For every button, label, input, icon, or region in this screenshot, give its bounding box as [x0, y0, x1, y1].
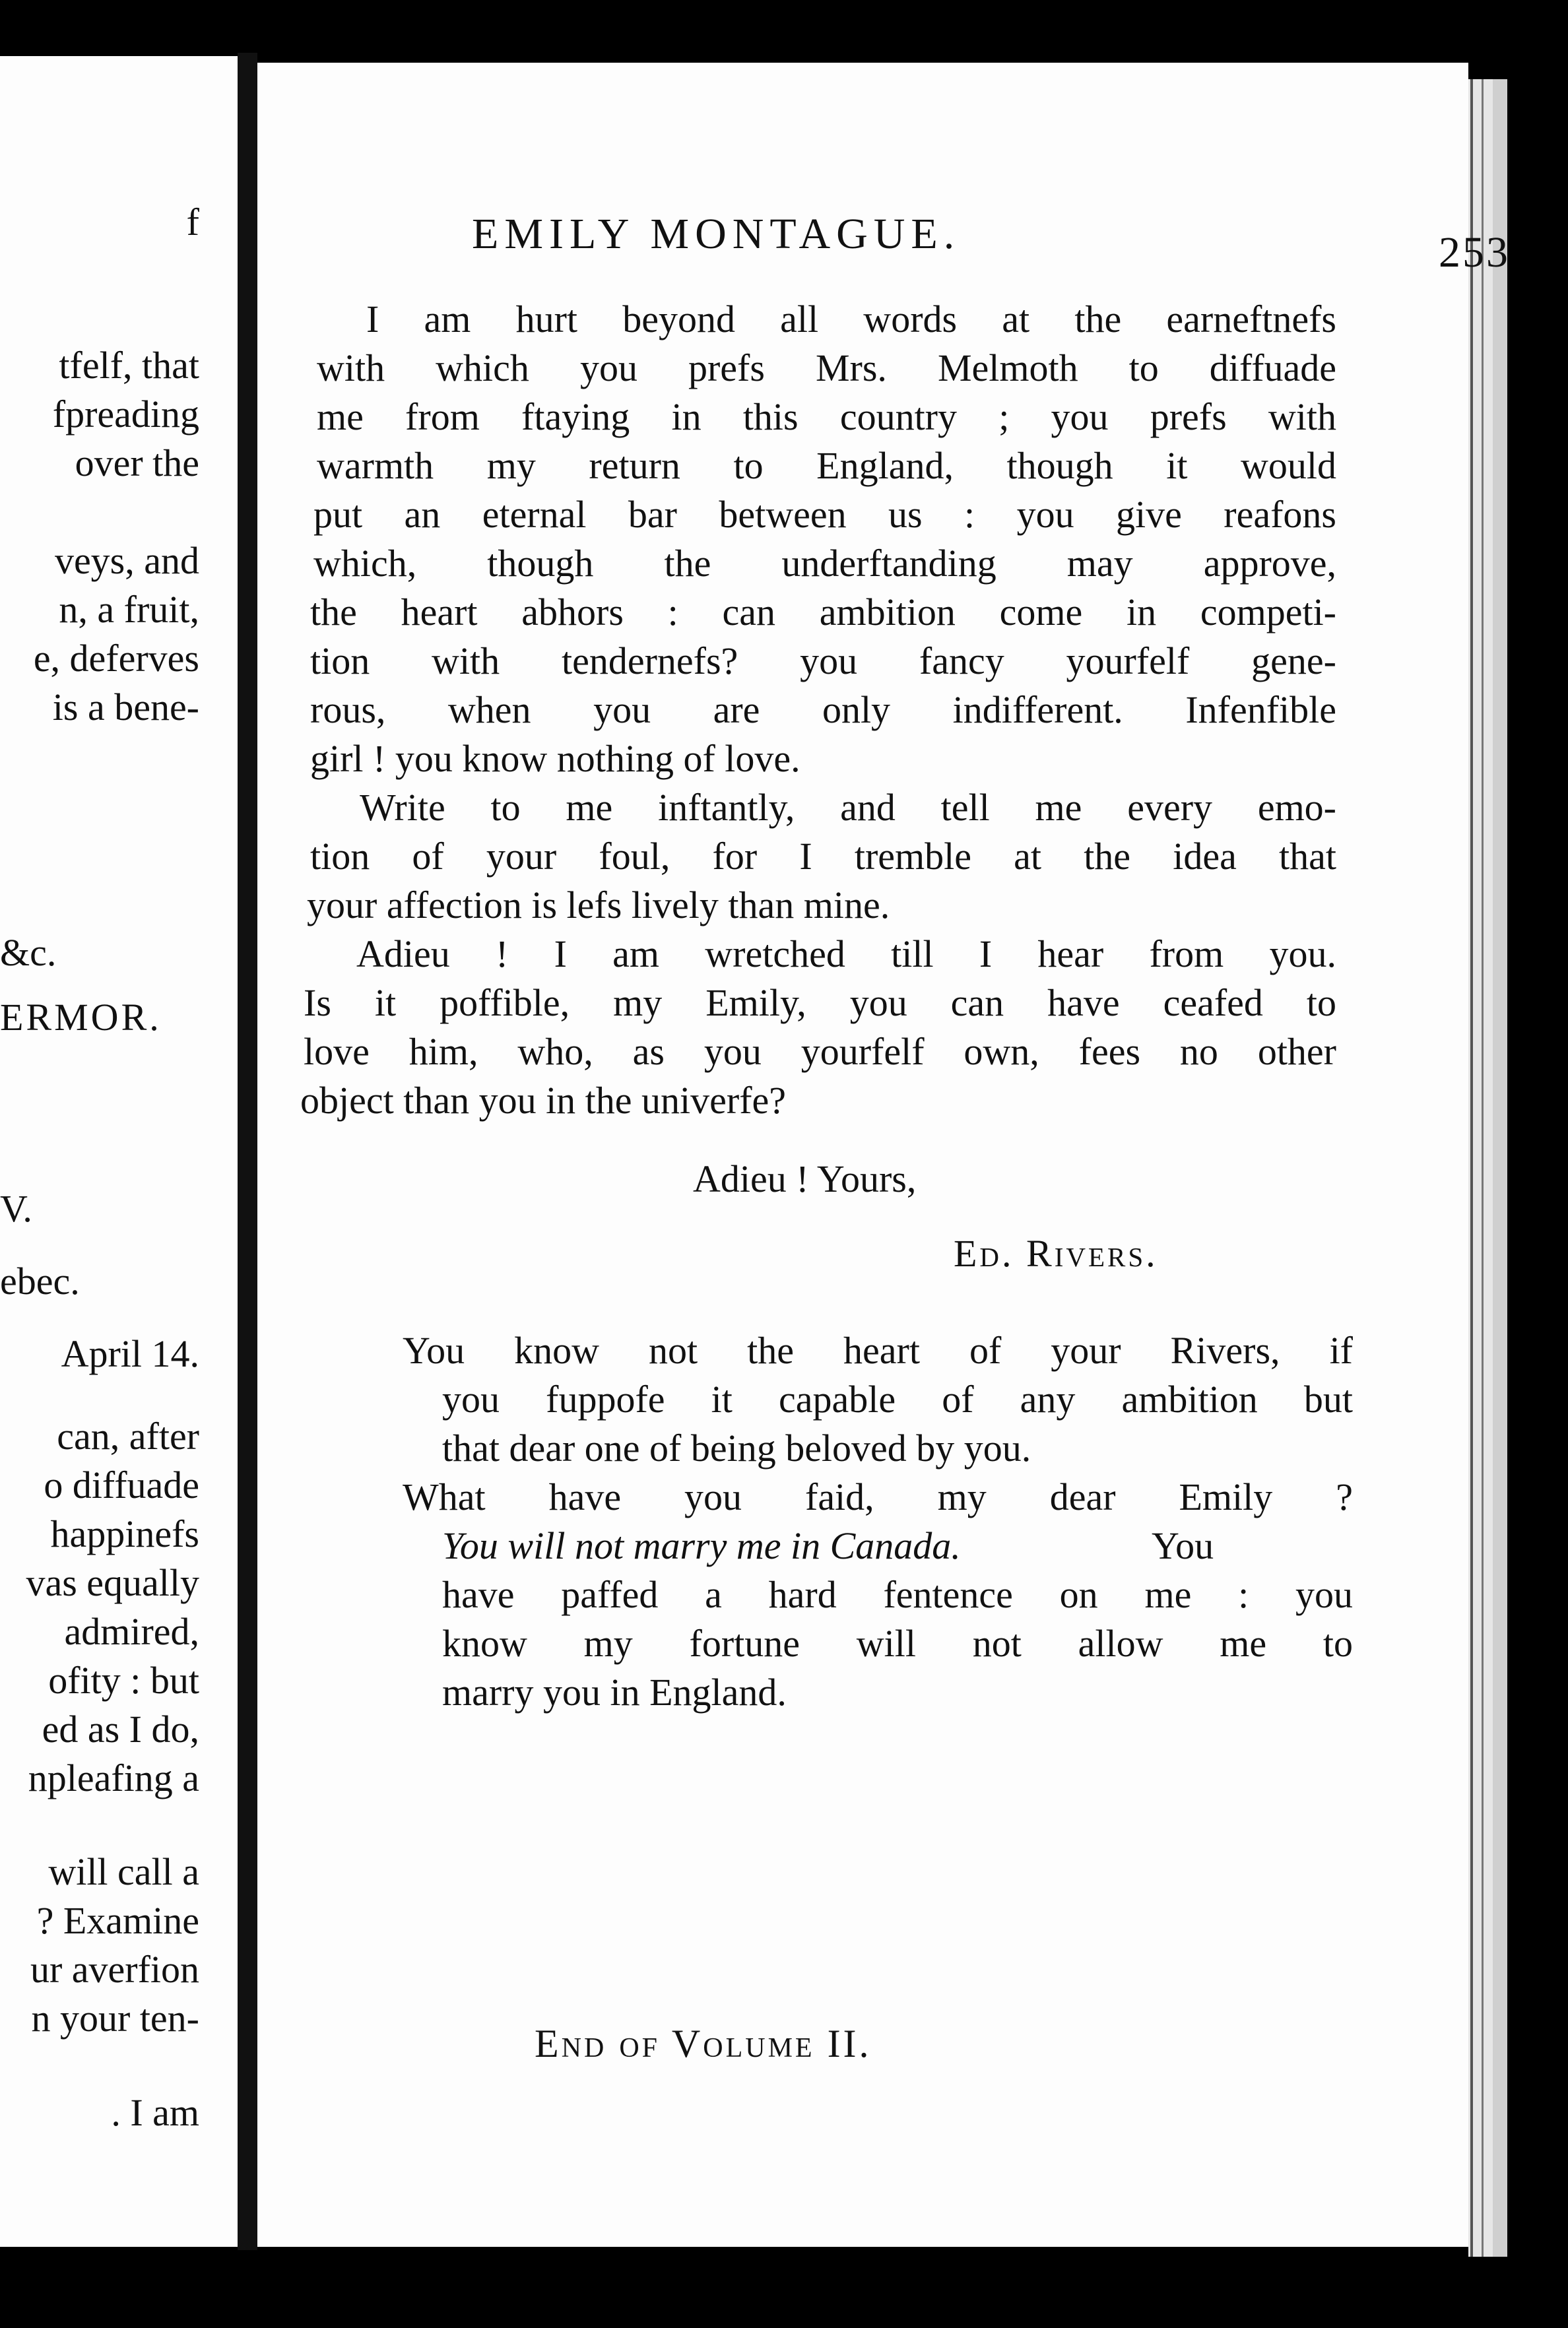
- postscript-line: have paffed a hard fentence on me : you: [442, 1573, 1353, 1616]
- letter-closing: Adieu ! Yours,: [693, 1157, 917, 1200]
- page-number: 253: [1439, 228, 1510, 276]
- postscript-line: You know not the heart of your Rivers, if: [403, 1329, 1353, 1372]
- postscript-line: you fuppofe it capable of any ambition but: [442, 1378, 1353, 1421]
- left-line: will call a: [48, 1850, 199, 1893]
- left-line: is a bene-: [52, 686, 199, 728]
- postscript-line: marry you in England.: [442, 1671, 787, 1714]
- end-of-volume-note: End of Volume II.: [535, 2022, 872, 2065]
- postscript-italic-line: [442, 1522, 1168, 1570]
- left-line: n, a fruit,: [59, 588, 199, 631]
- left-line: vas equally: [26, 1561, 199, 1604]
- postscript-quote-tail: You: [1152, 1524, 1214, 1567]
- left-line: ed as I do,: [42, 1708, 199, 1751]
- letter-signature: Ed. Rivers.: [954, 1232, 1158, 1275]
- body-line: I am hurt beyond all words at the earneftnefs: [366, 298, 1336, 340]
- body-line: girl ! you know nothing of love.: [310, 737, 800, 780]
- left-line: V.: [0, 1187, 32, 1230]
- body-line: rous, when you are only indifferent. Infenfible: [310, 688, 1336, 731]
- body-line: with which you prefs Mrs. Melmoth to diffuade: [317, 346, 1336, 389]
- left-line: ofity : but: [48, 1659, 199, 1702]
- left-line: over the: [75, 441, 199, 484]
- left-line: &c.: [0, 931, 57, 974]
- right-page: [257, 63, 1510, 2247]
- left-line: . I am: [111, 2091, 199, 2134]
- running-header: [472, 209, 1510, 282]
- body-line: tion of your foul, for I tremble at the idea that: [310, 835, 1336, 878]
- left-line: ur averfion: [30, 1948, 199, 1991]
- left-line: f: [186, 201, 199, 243]
- page-edge: [1493, 79, 1507, 2257]
- postscript-line: What have you faid, my dear Emily ?: [403, 1475, 1353, 1518]
- left-line: n your ten-: [31, 1997, 199, 2040]
- body-line: warmth my return to England, though it would: [317, 444, 1336, 487]
- left-line: o diffuade: [44, 1464, 199, 1506]
- left-line: happinefs: [50, 1512, 199, 1555]
- body-line: the heart abhors : can ambition come in competi-: [310, 591, 1336, 633]
- body-line: tion with tendernefs? you fancy yourfelf gene-: [310, 639, 1336, 682]
- left-line: e, deferves: [33, 637, 199, 680]
- italic-quote: You will not marry me in Canada.: [442, 1524, 961, 1567]
- left-line: npleafing a: [28, 1757, 199, 1799]
- left-line: fpreading: [52, 393, 199, 436]
- left-line: ? Examine: [36, 1899, 199, 1942]
- body-line: put an eternal bar between us : you give reafons: [313, 493, 1336, 536]
- body-line: love him, who, as you yourfelf own, fees no other: [304, 1030, 1336, 1073]
- left-facing-page: [0, 56, 238, 2247]
- left-line: can, after: [57, 1415, 199, 1458]
- left-line: admired,: [64, 1610, 199, 1653]
- left-line: ebec.: [0, 1260, 80, 1303]
- body-line: me from ftaying in this country ; you prefs with: [317, 395, 1336, 438]
- postscript-line: that dear one of being beloved by you.: [442, 1427, 1031, 1470]
- left-line: veys, and: [54, 539, 199, 582]
- left-line: April 14.: [61, 1332, 199, 1375]
- body-line: your affection is lefs lively than mine.: [307, 884, 890, 926]
- body-line: Is it poffible, my Emily, you can have ceafed to: [304, 981, 1336, 1024]
- page-edge-line: [1470, 79, 1473, 2257]
- body-line: Adieu ! I am wretched till I hear from you.: [356, 932, 1336, 975]
- book-gutter: [238, 53, 257, 2250]
- page-edge-line: [1482, 79, 1484, 2257]
- running-title: EMILY MONTAGUE.: [472, 210, 961, 258]
- body-line: Write to me inftantly, and tell me every emo-: [360, 786, 1336, 829]
- postscript-line: know my fortune will not allow me to: [442, 1622, 1353, 1665]
- body-line: object than you in the univerfe?: [300, 1079, 787, 1122]
- body-line: which, though the underftanding may approve,: [313, 542, 1336, 585]
- left-line: ERMOR.: [0, 996, 162, 1039]
- left-line: tfelf, that: [59, 344, 199, 387]
